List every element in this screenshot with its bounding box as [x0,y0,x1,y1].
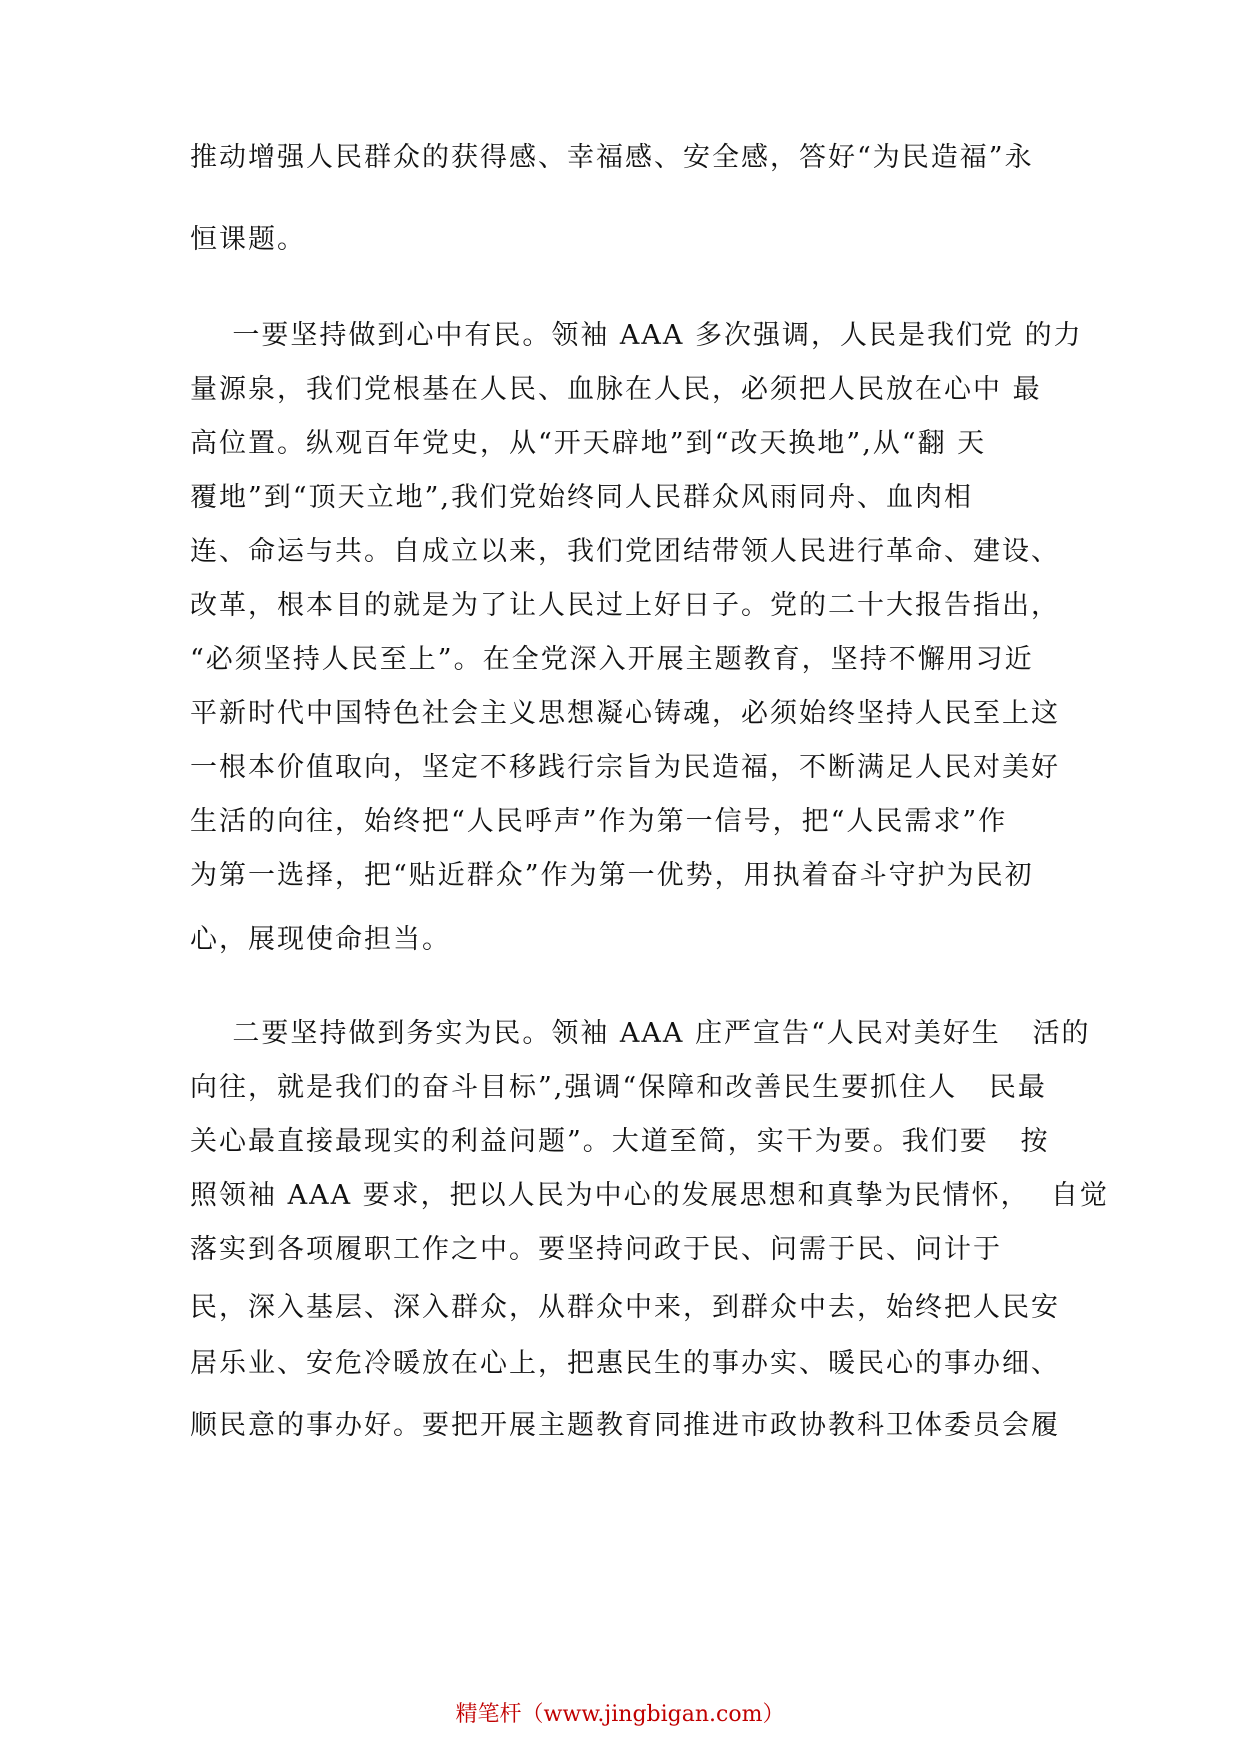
text-line: 推动增强人民群众的获得感、幸福感、安全感，答好“为民造福”永 [190,142,1034,173]
text-line: 二要坚持做到务实为民。领袖 AAA 庄严宣告“人民对美好生 活的 [190,1018,1091,1049]
text-line: 居乐业、安危冷暖放在心上，把惠民生的事办实、暖民心的事办细、 [190,1348,1060,1379]
text-line: 量源泉，我们党根基在人民、血脉在人民，必须把人民放在心中 最 [190,374,1042,405]
text-line: 心，展现使命担当。 [190,924,451,955]
text-line: 向往，就是我们的奋斗目标”,强调“保障和改善民生要抓住人 民最 [190,1072,1047,1103]
text-line: “必须坚持人民至上”。在全党深入开展主题教育，坚持不懈用习近 [190,644,1034,675]
text-line: 平新时代中国特色社会主义思想凝心铸魂，必须始终坚持人民至上这 [190,698,1060,729]
text-line: 民，深入基层、深入群众，从群众中来，到群众中去，始终把人民安 [190,1292,1060,1323]
text-line: 一要坚持做到心中有民。领袖 AAA 多次强调，人民是我们党 的力 [190,320,1083,351]
text-line: 生活的向往，始终把“人民呼声”作为第一信号，把“人民需求”作 [190,806,1008,837]
footer-watermark: 精笔杆（www.jingbigan.com） [455,1702,785,1727]
text-line: 关心最直接最现实的利益问题”。大道至简，实干为要。我们要 按 [190,1126,1050,1157]
text-line: 照领袖 AAA 要求，把以人民为中心的发展思想和真挚为民情怀， 自觉 [190,1180,1109,1211]
text-line: 连、命运与共。自成立以来，我们党团结带领人民进行革命、建设、 [190,536,1060,567]
text-line: 为第一选择，把“贴近群众”作为第一优势，用执着奋斗守护为民初 [190,860,1034,891]
text-line: 高位置。纵观百年党史，从“开天辟地”到“改天换地”,从“翻 天 [190,428,987,459]
text-line: 改革，根本目的就是为了让人民过上好日子。党的二十大报告指出， [190,590,1060,621]
text-line: 落实到各项履职工作之中。要坚持问政于民、问需于民、问计于 [190,1234,1002,1265]
text-line: 一根本价值取向，坚定不移践行宗旨为民造福，不断满足人民对美好 [190,752,1060,783]
text-line: 顺民意的事办好。要把开展主题教育同推进市政协教科卫体委员会履 [190,1410,1060,1441]
text-line: 覆地”到“顶天立地”,我们党始终同人民群众风雨同舟、血肉相 [190,482,973,513]
text-line: 恒课题。 [190,224,306,255]
